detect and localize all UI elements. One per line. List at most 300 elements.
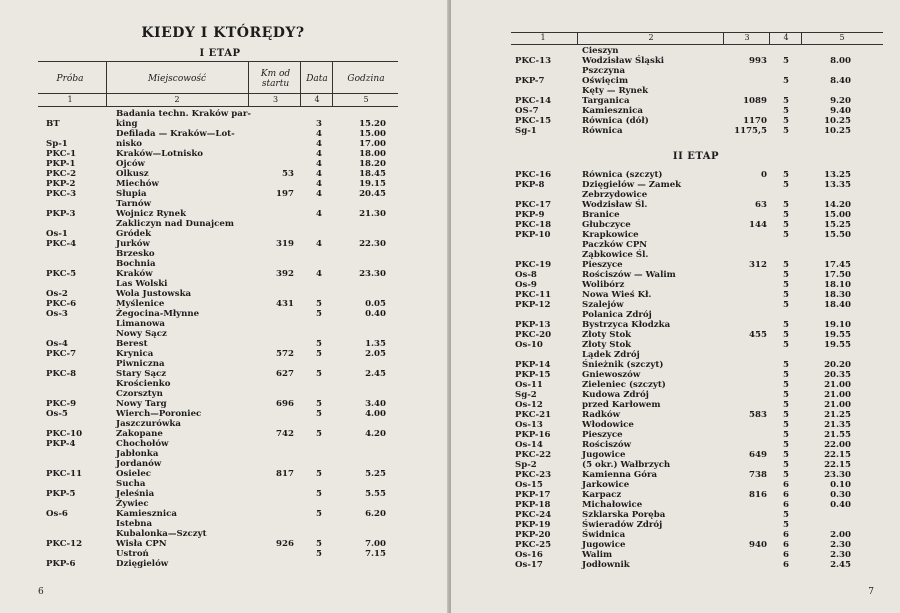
location-cell: Paczków CPN: [582, 240, 648, 250]
time-cell: 2.30: [830, 550, 851, 560]
stage-code-cell: PKC-7: [46, 349, 77, 359]
location-cell: Wierch—Poroniec: [116, 409, 202, 419]
location-cell: Osielec: [116, 469, 152, 479]
location-cell: Defilada — Kraków—Lot-: [116, 129, 235, 139]
stage-code-cell: Os-9: [515, 280, 537, 290]
stage-code-cell: PKC-14: [515, 96, 552, 106]
time-cell: 13.25: [824, 170, 851, 180]
col-divider: [106, 62, 107, 106]
location-cell: Polanica Zdrój: [582, 310, 652, 320]
stage-code-cell: PKC-21: [515, 410, 552, 420]
location-cell: Zakopane: [116, 429, 163, 439]
stage-code-cell: PKP-1: [46, 159, 76, 169]
location-cell: Jodłownik: [582, 560, 630, 570]
stage-code-cell: PKP-9: [515, 210, 545, 220]
time-cell: 0.40: [365, 309, 386, 319]
stage-code-cell: PKC-9: [46, 399, 77, 409]
stage-code-cell: Os-15: [515, 480, 543, 490]
stage-code-cell: PKC-11: [515, 290, 552, 300]
stage-code-cell: PKC-17: [515, 200, 552, 210]
time-cell: 19.15: [359, 179, 386, 189]
col-divider: [577, 33, 578, 44]
right-page: [451, 0, 900, 613]
colnum-4: 4: [783, 33, 789, 42]
location-cell: Nowy Sącz: [116, 329, 167, 339]
date-cell: 5: [783, 260, 789, 270]
date-cell: 5: [783, 420, 789, 430]
time-cell: 19.10: [824, 320, 851, 330]
stage-code-cell: Os-14: [515, 440, 543, 450]
stage-code-cell: PKC-19: [515, 260, 552, 270]
location-cell: Równica (dół): [582, 116, 649, 126]
date-cell: 5: [316, 339, 322, 349]
stage-code-cell: Sp-2: [515, 460, 537, 470]
date-cell: 5: [783, 520, 789, 530]
location-cell: Krynica: [116, 349, 154, 359]
km-cell: 0: [761, 170, 767, 180]
location-cell: Wodzisław Śląski: [582, 56, 665, 66]
date-cell: 5: [783, 410, 789, 420]
date-cell: 5: [783, 290, 789, 300]
date-cell: 5: [783, 510, 789, 520]
stage-code-cell: Os-5: [46, 409, 68, 419]
time-cell: 7.00: [365, 539, 386, 549]
km-cell: 940: [749, 540, 767, 550]
location-cell: Tarnów: [116, 199, 152, 209]
table-row: [451, 560, 900, 571]
stage-code-cell: Os-16: [515, 550, 543, 560]
location-cell: Myślenice: [116, 299, 165, 309]
date-cell: 4: [316, 239, 322, 249]
time-cell: 20.20: [824, 360, 851, 370]
date-cell: 5: [316, 429, 322, 439]
time-cell: 18.40: [824, 300, 851, 310]
location-cell: Bochnia: [116, 259, 156, 269]
location-cell: Cieszyn: [582, 46, 619, 56]
location-cell: Kraków: [116, 269, 153, 279]
location-cell: Kamiesznica: [116, 509, 177, 519]
location-cell: Świdnica: [582, 530, 626, 540]
location-cell: Szalejów: [582, 300, 624, 310]
km-cell: 627: [276, 369, 294, 379]
col-divider: [801, 33, 802, 44]
location-cell: Wolibórz: [582, 280, 625, 290]
date-cell: 5: [783, 300, 789, 310]
location-cell: Dzięgielów — Zamek: [582, 180, 682, 190]
time-cell: 15.00: [824, 210, 851, 220]
number-rule: [38, 106, 398, 107]
date-cell: 6: [783, 530, 789, 540]
km-cell: 312: [749, 260, 767, 270]
time-cell: 23.30: [359, 269, 386, 279]
time-cell: 14.20: [824, 200, 851, 210]
location-cell: Szklarska Poręba: [582, 510, 666, 520]
date-cell: 5: [316, 299, 322, 309]
location-cell: Wola Justowska: [116, 289, 192, 299]
stage-code-cell: Sg-2: [515, 390, 537, 400]
time-cell: 19.55: [824, 340, 851, 350]
location-cell: Badania techn. Kraków par-: [116, 109, 251, 119]
location-cell: Bystrzyca Kłodzka: [582, 320, 671, 330]
time-cell: 2.45: [830, 560, 851, 570]
colnum-2: 2: [648, 33, 654, 42]
location-cell: Jurków: [116, 239, 150, 249]
date-cell: 5: [783, 280, 789, 290]
location-cell: Złoty Stok: [582, 330, 632, 340]
stage-label: I ETAP: [199, 48, 241, 59]
date-cell: 5: [783, 400, 789, 410]
stage-code-cell: PKC-3: [46, 189, 77, 199]
stage-code-cell: PKP-10: [515, 230, 551, 240]
colnum-3: 3: [744, 33, 750, 42]
location-cell: Jordanów: [116, 459, 162, 469]
date-cell: 6: [783, 480, 789, 490]
date-cell: 5: [783, 126, 789, 136]
location-cell: Kamienna Góra: [582, 470, 658, 480]
location-cell: Gniewoszów: [582, 370, 641, 380]
location-cell: Ząbkowice Śl.: [582, 250, 649, 260]
stage-code-cell: PKC-15: [515, 116, 552, 126]
location-cell: Jugowice: [582, 540, 626, 550]
location-cell: Głubczyce: [582, 220, 631, 230]
location-cell: Olkusz: [116, 169, 149, 179]
stage-code-cell: Os-10: [515, 340, 543, 350]
location-cell: Kamiesznica: [582, 106, 643, 116]
location-cell: (5 okr.) Wałbrzych: [582, 460, 671, 470]
location-cell: Wojnicz Rynek: [116, 209, 187, 219]
date-cell: 5: [783, 440, 789, 450]
time-cell: 7.15: [365, 549, 386, 559]
page-title: KIEDY I KTÓRĘDY?: [141, 25, 305, 41]
date-cell: 5: [783, 340, 789, 350]
date-cell: 5: [783, 270, 789, 280]
header-proba: Próba: [56, 74, 84, 84]
location-cell: Istebna: [116, 519, 153, 529]
left-page: [0, 0, 449, 613]
date-cell: 5: [783, 170, 789, 180]
date-cell: 5: [783, 430, 789, 440]
location-cell: Sucha: [116, 479, 146, 489]
km-cell: 53: [282, 169, 294, 179]
km-cell: 392: [276, 269, 294, 279]
stage-code-cell: PKC-6: [46, 299, 77, 309]
time-cell: 15.00: [359, 129, 386, 139]
time-cell: 17.00: [359, 139, 386, 149]
time-cell: 13.35: [824, 180, 851, 190]
date-cell: 5: [783, 96, 789, 106]
time-cell: 17.45: [824, 260, 851, 270]
location-cell: Śnieżnik (szczyt): [582, 360, 664, 370]
location-cell: Jarkowice: [582, 480, 630, 490]
location-cell: Krościenko: [116, 379, 171, 389]
time-cell: 20.45: [359, 189, 386, 199]
stage-code-cell: PKP-3: [46, 209, 76, 219]
date-cell: 5: [316, 309, 322, 319]
header-km: Km od startu: [260, 69, 291, 89]
time-cell: 15.25: [824, 220, 851, 230]
time-cell: 10.25: [824, 126, 851, 136]
stage-code-cell: PKC-10: [46, 429, 83, 439]
time-cell: 0.05: [365, 299, 386, 309]
km-cell: 572: [276, 349, 294, 359]
date-cell: 5: [783, 220, 789, 230]
location-cell: Włodowice: [582, 420, 634, 430]
stage-code-cell: Os-2: [46, 289, 68, 299]
colnum-1: 1: [67, 95, 73, 104]
time-cell: 22.15: [824, 450, 851, 460]
location-cell: Las Wolski: [116, 279, 168, 289]
stage-code-cell: Os-3: [46, 309, 68, 319]
date-cell: 5: [783, 116, 789, 126]
col-divider: [332, 62, 333, 106]
stage-code-cell: Os-1: [46, 229, 68, 239]
header-godzina: Godzina: [347, 74, 385, 84]
stage-code-cell: PKP-7: [515, 76, 545, 86]
col-divider: [723, 33, 724, 44]
date-cell: 3: [316, 119, 322, 129]
stage-code-cell: PKP-19: [515, 520, 551, 530]
location-cell: Piwniczna: [116, 359, 165, 369]
date-cell: 5: [316, 399, 322, 409]
location-cell: Branice: [582, 210, 620, 220]
location-cell: Jugowice: [582, 450, 626, 460]
date-cell: 5: [783, 360, 789, 370]
stage-code-cell: PKP-2: [46, 179, 76, 189]
stage-code-cell: PKP-18: [515, 500, 551, 510]
colnum-4: 4: [314, 95, 320, 104]
header-data: Data: [306, 74, 328, 84]
location-cell: Żywiec: [116, 499, 149, 509]
stage-code-cell: Os-6: [46, 509, 68, 519]
date-cell: 5: [316, 509, 322, 519]
location-cell: Karpacz: [582, 490, 622, 500]
stage-code-cell: PKP-13: [515, 320, 551, 330]
location-cell: Równica: [582, 126, 623, 136]
col-divider: [769, 33, 770, 44]
stage-code-cell: PKP-6: [46, 559, 76, 569]
date-cell: 6: [783, 540, 789, 550]
location-cell: Kraków—Lotnisko: [116, 149, 204, 159]
time-cell: 3.40: [365, 399, 386, 409]
stage-code-cell: PKP-17: [515, 490, 551, 500]
time-cell: 23.30: [824, 470, 851, 480]
location-cell: Radków: [582, 410, 621, 420]
time-cell: 4.00: [365, 409, 386, 419]
date-cell: 5: [783, 230, 789, 240]
stage-code-cell: Sg-1: [515, 126, 537, 136]
date-cell: 5: [783, 180, 789, 190]
date-cell: 4: [316, 129, 322, 139]
location-cell: king: [116, 119, 138, 129]
date-cell: 5: [783, 320, 789, 330]
stage-code-cell: Os-4: [46, 339, 68, 349]
time-cell: 9.40: [830, 106, 851, 116]
date-cell: 5: [783, 470, 789, 480]
location-cell: Gródek: [116, 229, 152, 239]
stage-code-cell: BT: [46, 119, 60, 129]
stage-code-cell: PKP-12: [515, 300, 551, 310]
date-cell: 4: [316, 159, 322, 169]
date-cell: 5: [783, 200, 789, 210]
time-cell: 2.45: [365, 369, 386, 379]
location-cell: Pieszyce: [582, 260, 623, 270]
km-cell: 197: [276, 189, 294, 199]
time-cell: 15.50: [824, 230, 851, 240]
date-cell: 4: [316, 179, 322, 189]
time-cell: 18.20: [359, 159, 386, 169]
col-divider: [248, 62, 249, 106]
stage-code-cell: PKP-14: [515, 360, 551, 370]
location-cell: Ustroń: [116, 549, 149, 559]
location-cell: Wodzisław Śl.: [582, 200, 648, 210]
date-cell: 5: [783, 390, 789, 400]
time-cell: 21.00: [824, 400, 851, 410]
location-cell: Stary Sącz: [116, 369, 167, 379]
stage-code-cell: PKC-24: [515, 510, 552, 520]
stage-code-cell: Os-17: [515, 560, 543, 570]
stage-code-cell: Sp-1: [46, 139, 68, 149]
date-cell: 4: [316, 209, 322, 219]
location-cell: Berest: [116, 339, 148, 349]
km-cell: 649: [749, 450, 767, 460]
date-cell: 5: [783, 76, 789, 86]
location-cell: Michałowice: [582, 500, 643, 510]
time-cell: 18.30: [824, 290, 851, 300]
stage-code-cell: PKC-12: [46, 539, 83, 549]
location-cell: Dzięgielów: [116, 559, 169, 569]
location-cell: Wisła CPN: [116, 539, 167, 549]
date-cell: 5: [783, 106, 789, 116]
time-cell: 8.40: [830, 76, 851, 86]
table-row: [0, 559, 449, 570]
time-cell: 4.20: [365, 429, 386, 439]
colnum-5: 5: [363, 95, 369, 104]
time-cell: 19.55: [824, 330, 851, 340]
location-cell: Ojców: [116, 159, 145, 169]
stage-code-cell: PKP-16: [515, 430, 551, 440]
time-cell: 21.25: [824, 410, 851, 420]
colnum-5: 5: [839, 33, 845, 42]
km-cell: 1089: [743, 96, 767, 106]
location-cell: przed Karłowem: [582, 400, 661, 410]
location-cell: Równica (szczyt): [582, 170, 663, 180]
stage-code-cell: PKC-20: [515, 330, 552, 340]
stage-code-cell: PKP-20: [515, 530, 551, 540]
date-cell: 6: [783, 560, 789, 570]
date-cell: 5: [316, 489, 322, 499]
km-cell: 738: [749, 470, 767, 480]
stage-code-cell: PKC-4: [46, 239, 77, 249]
date-cell: 5: [783, 330, 789, 340]
time-cell: 21.55: [824, 430, 851, 440]
time-cell: 17.50: [824, 270, 851, 280]
location-cell: Nowa Wieś Kł.: [582, 290, 652, 300]
location-cell: Pszczyna: [582, 66, 626, 76]
location-cell: nisko: [116, 139, 143, 149]
time-cell: 9.20: [830, 96, 851, 106]
location-cell: Świeradów Zdrój: [582, 520, 663, 530]
km-cell: 144: [749, 220, 767, 230]
number-rule: [511, 44, 883, 45]
stage-code-cell: PKP-4: [46, 439, 76, 449]
date-cell: 4: [316, 269, 322, 279]
location-cell: Jeleśnia: [116, 489, 155, 499]
time-cell: 0.40: [830, 500, 851, 510]
location-cell: Czorsztyn: [116, 389, 163, 399]
date-cell: 5: [316, 539, 322, 549]
location-cell: Jaszczurówka: [116, 419, 181, 429]
date-cell: 4: [316, 139, 322, 149]
location-cell: Chochołów: [116, 439, 169, 449]
colnum-3: 3: [272, 95, 279, 104]
stage-code-cell: PKP-15: [515, 370, 551, 380]
date-cell: 4: [316, 149, 322, 159]
km-cell: 63: [755, 200, 767, 210]
location-cell: Pieszyce: [582, 430, 623, 440]
header-rule: [38, 93, 398, 94]
col-divider: [300, 62, 301, 106]
date-cell: 5: [783, 56, 789, 66]
time-cell: 8.00: [830, 56, 851, 66]
time-cell: 21.30: [359, 209, 386, 219]
location-cell: Kubalonka—Szczyt: [116, 529, 207, 539]
location-cell: Krapkowice: [582, 230, 639, 240]
time-cell: 22.00: [824, 440, 851, 450]
table-row: [451, 126, 900, 137]
date-cell: 5: [316, 369, 322, 379]
location-cell: Targanica: [582, 96, 630, 106]
km-cell: 742: [276, 429, 294, 439]
location-cell: Brzesko: [116, 249, 155, 259]
colnum-2: 2: [174, 95, 180, 104]
location-cell: Kudowa Zdrój: [582, 390, 649, 400]
date-cell: 5: [316, 549, 322, 559]
time-cell: 2.05: [365, 349, 386, 359]
date-cell: 6: [783, 500, 789, 510]
stage-code-cell: PKP-5: [46, 489, 76, 499]
stage-code-cell: PKC-11: [46, 469, 83, 479]
km-cell: 993: [749, 56, 767, 66]
location-cell: Słupia: [116, 189, 147, 199]
page-number-left: 6: [38, 587, 44, 597]
km-cell: 431: [276, 299, 294, 309]
page-number-right: 7: [868, 587, 874, 597]
stage-code-cell: PKC-23: [515, 470, 552, 480]
stage-code-cell: PKC-13: [515, 56, 552, 66]
time-cell: 10.25: [824, 116, 851, 126]
date-cell: 5: [783, 380, 789, 390]
km-cell: 1175,5: [734, 126, 767, 136]
km-cell: 1170: [743, 116, 767, 126]
location-cell: Zieleniec (szczyt): [582, 380, 666, 390]
time-cell: 0.10: [830, 480, 851, 490]
date-cell: 5: [316, 469, 322, 479]
time-cell: 6.20: [365, 509, 386, 519]
km-cell: 319: [276, 239, 294, 249]
date-cell: 5: [316, 349, 322, 359]
time-cell: 18.45: [359, 169, 386, 179]
time-cell: 18.10: [824, 280, 851, 290]
location-cell: Żegocina-Młynne: [116, 309, 200, 319]
date-cell: 5: [316, 409, 322, 419]
time-cell: 22.30: [359, 239, 386, 249]
time-cell: 0.30: [830, 490, 851, 500]
km-cell: 455: [749, 330, 767, 340]
date-cell: 5: [783, 210, 789, 220]
location-cell: Rościszów: [582, 440, 632, 450]
km-cell: 816: [749, 490, 767, 500]
date-cell: 6: [783, 550, 789, 560]
